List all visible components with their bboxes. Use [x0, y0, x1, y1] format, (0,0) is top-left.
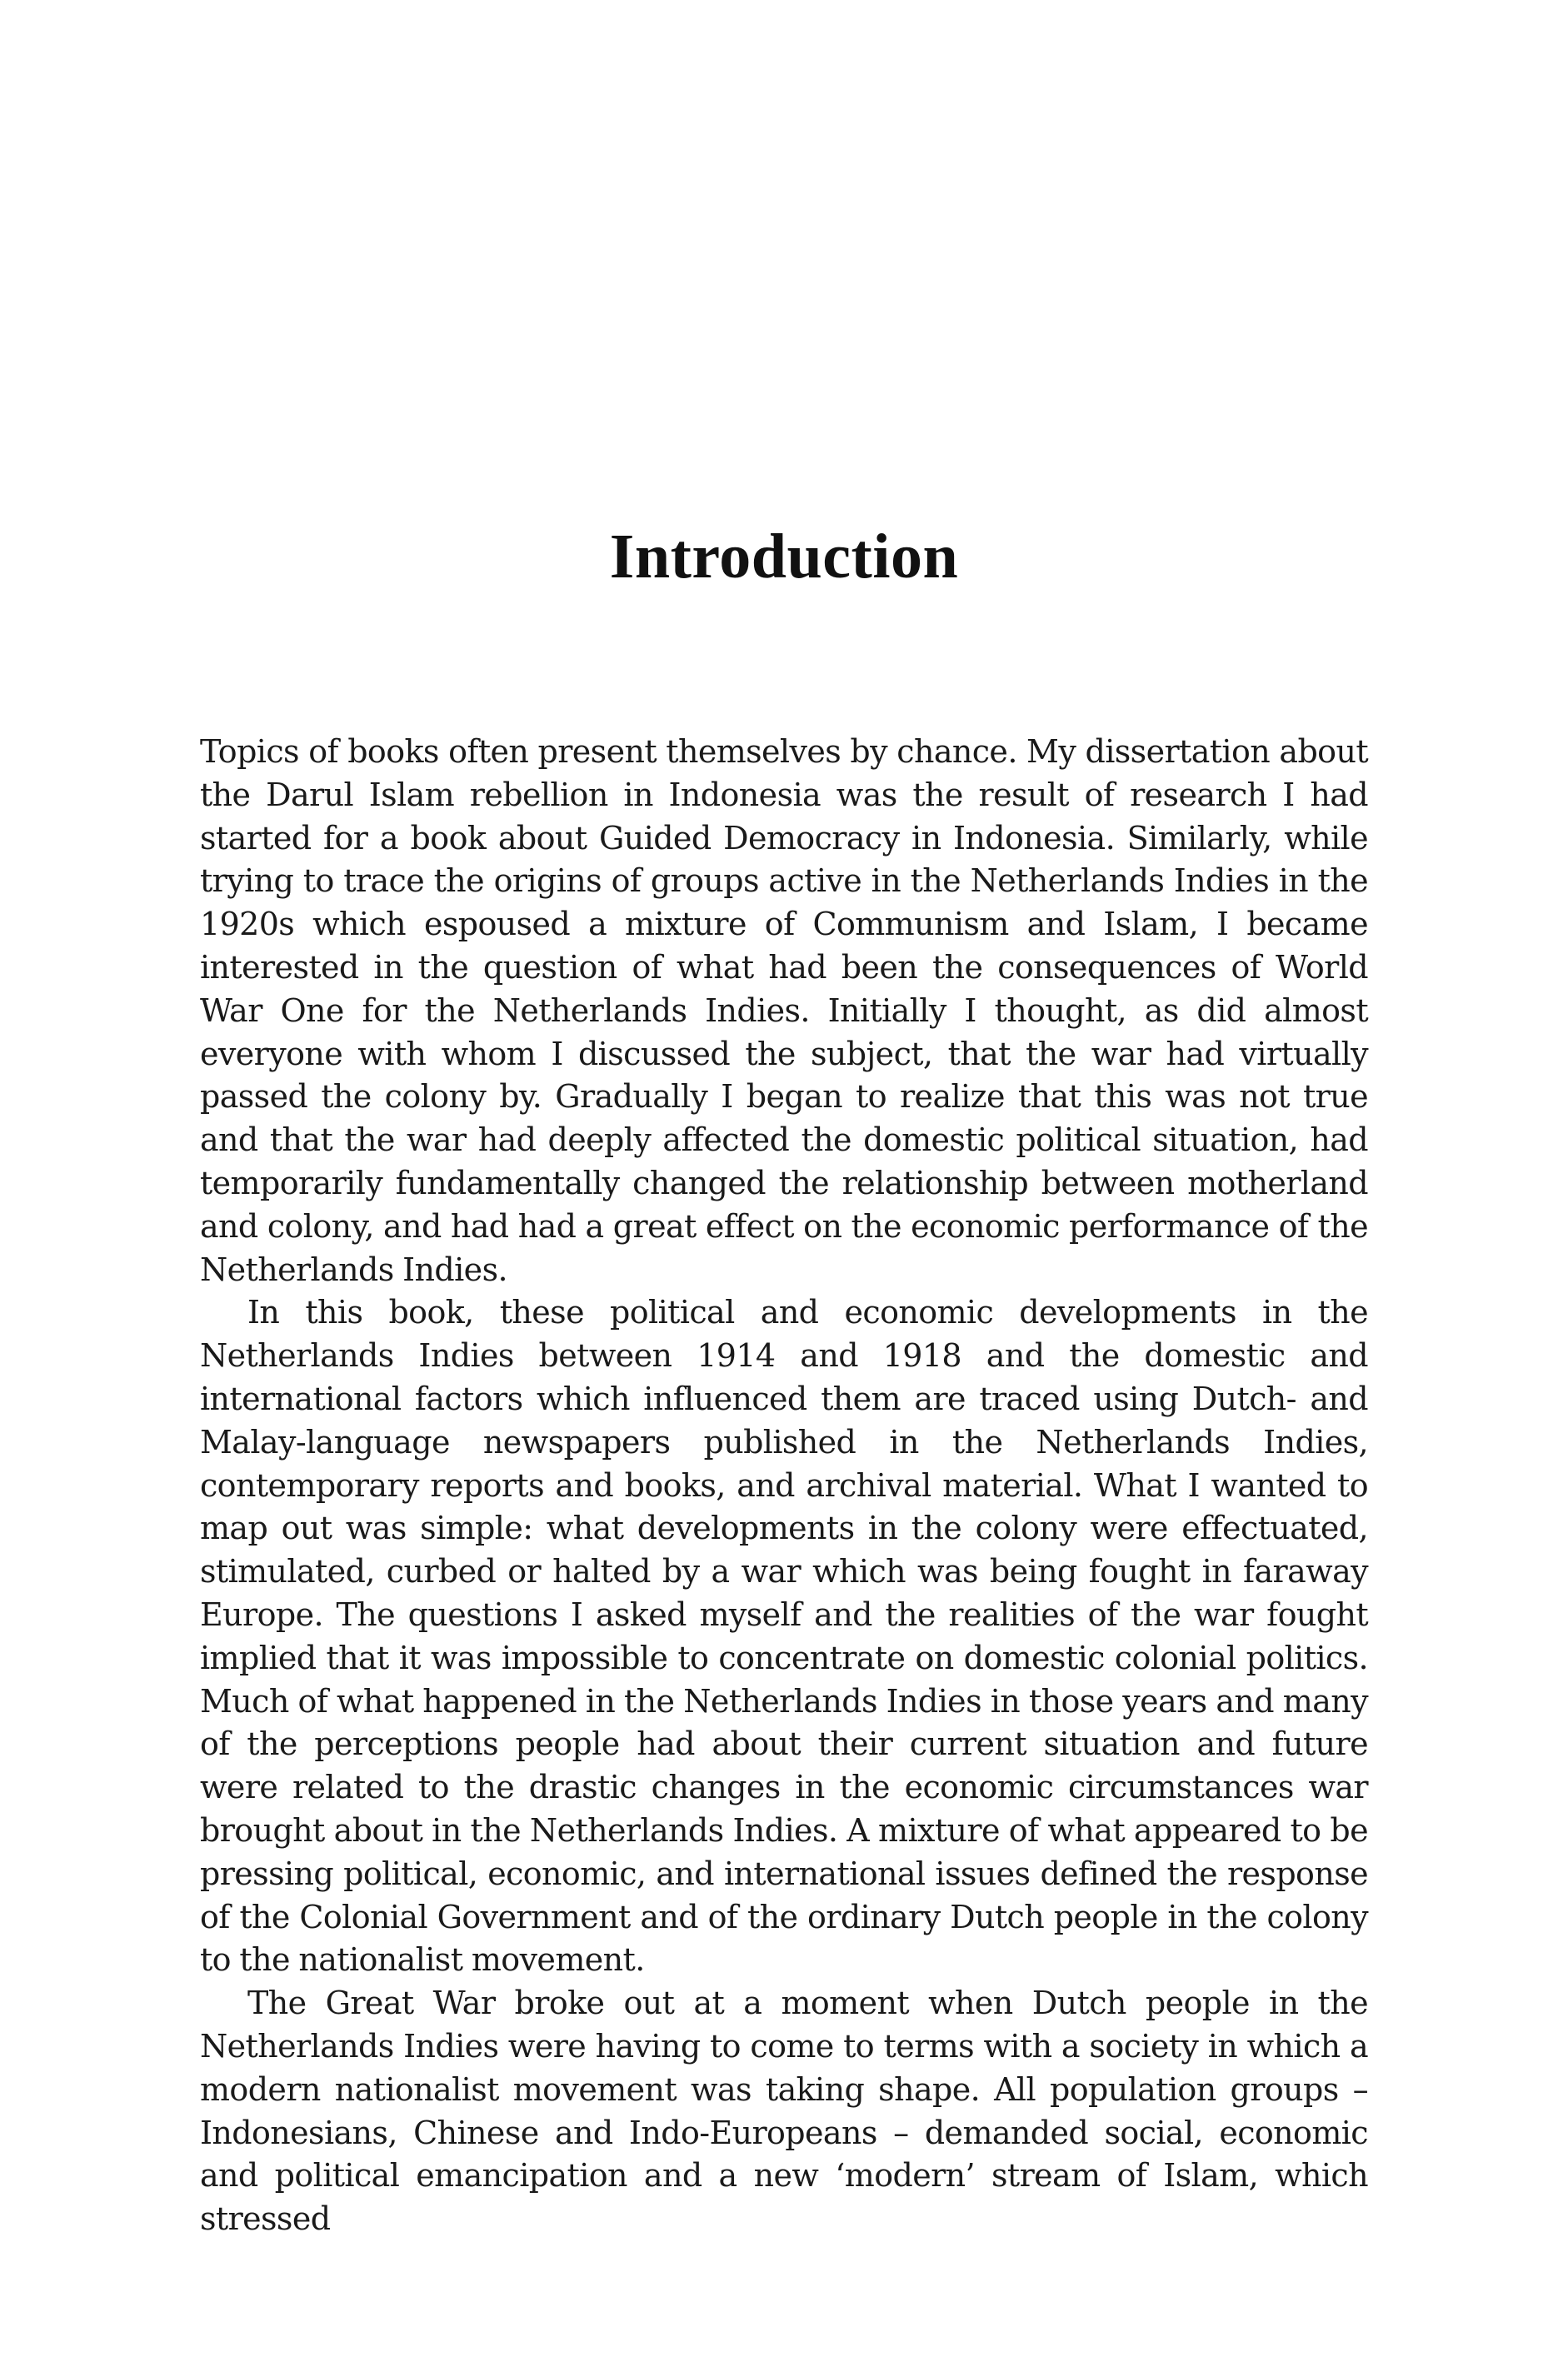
paragraph-3: The Great War broke out at a moment when Dutch people in the Netherlands Indies were having to come to terms with a society in which a modern nationalist movement was taking shape. All population groups – Indonesians, Chinese and Indo-Europeans – demanded social, economic and political emancipation and a new ‘modern’ stream of Islam, which stressed [200, 1985, 1368, 2238]
body-text [200, 731, 1368, 2241]
paragraph-1: Topics of books often present themselves by chance. My dissertation about the Darul Islam rebellion in Indonesia was the result of research I had started for a book about Guided Democracy in Indonesia. Similarly, while trying to trace the origins of groups active in the Netherlands Indies in the 1920s which espoused a mixture of Communism and Islam, I became interested in the question of what had been the consequences of World War One for the Netherlands Indies. Initially I thought, as did almost everyone with whom I discussed the subject, that the war had virtually passed the colony by. Gradually I began to realize that this was not true and that the war had deeply affected the domestic political situation, had temporarily fundamentally changed the relationship between motherland and colony, and had had a great effect on the economic performance of the Netherlands Indies. [200, 733, 1368, 1288]
chapter-title: Introduction [609, 522, 959, 592]
paragraph-2: In this book, these political and economic developments in the Netherlands Indies between 1914 and 1918 and the domestic and international factors which influenced them are traced using Dutch- and Malay-language newspapers published in the Netherlands Indies, contemporary reports and books, and archival material. What I wanted to map out was simple: what developments in the colony were effectuated, stimulated, curbed or halted by a war which was being fought in faraway Europe. The questions I asked myself and the realities of the war fought implied that it was impossible to concentrate on domestic colonial politics. Much of what happened in the Netherlands Indies in those years and many of the perceptions people had about their current situation and future were related to the drastic changes in the economic circumstances war brought about in the Netherlands Indies. A mixture of what appeared to be pressing political, economic, and international issues defined the response of the Colonial Government and of the ordinary Dutch people in the colony to the nationalist movement. [200, 1294, 1368, 1979]
